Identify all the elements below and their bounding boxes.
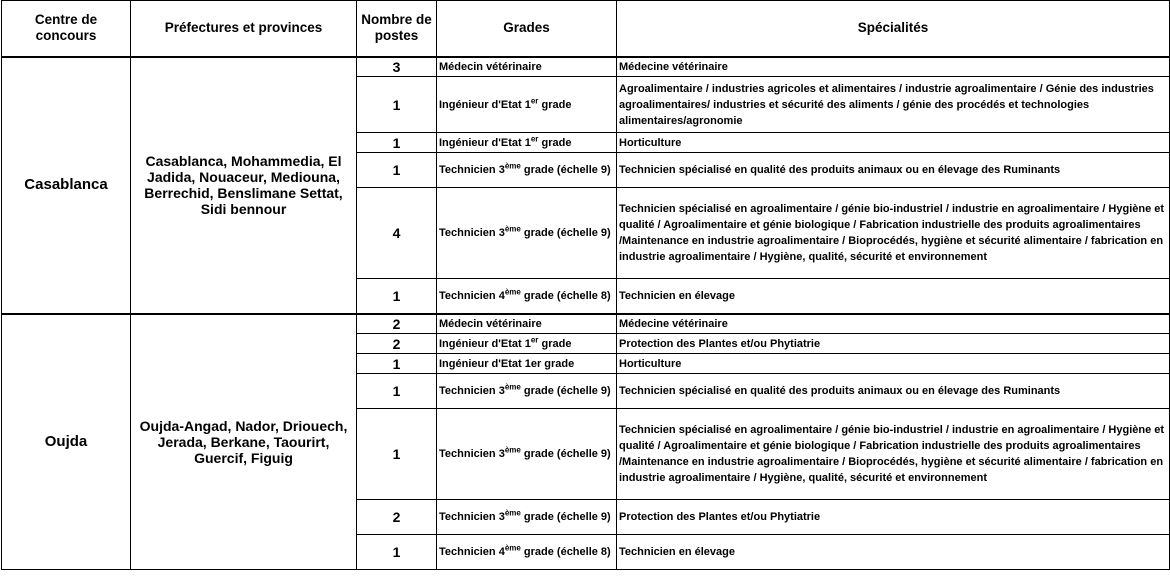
specialite-cell: Protection des Plantes et/ou Phytiatrie: [617, 334, 1170, 354]
grade-cell: Technicien 4ème grade (échelle 8): [437, 535, 617, 570]
grade-cell: Ingénieur d'Etat 1er grade: [437, 334, 617, 354]
postes-cell: 2: [357, 334, 437, 354]
header-centre: Centre de concours: [2, 1, 131, 57]
specialite-cell: Horticulture: [617, 133, 1170, 153]
header-postes: Nombre de postes: [357, 1, 437, 57]
grade-cell: Médecin vétérinaire: [437, 57, 617, 77]
postes-cell: 1: [357, 77, 437, 133]
specialite-cell: Protection des Plantes et/ou Phytiatrie: [617, 500, 1170, 535]
postes-cell: 4: [357, 188, 437, 279]
grade-cell: Technicien 3ème grade (échelle 9): [437, 374, 617, 409]
postes-cell: 2: [357, 500, 437, 535]
postes-cell: 1: [357, 535, 437, 570]
header-grades: Grades: [437, 1, 617, 57]
specialite-cell: Agroalimentaire / industries agricoles et alimentaires / industrie agroalimentaire / Génie des industries agroalimentaires/ industries et sécurité des aliments / génie des procédés et technologies alimentaires/agronomie: [617, 77, 1170, 133]
grade-cell: Technicien 3ème grade (échelle 9): [437, 188, 617, 279]
provinces-cell: Oujda-Angad, Nador, Driouech, Jerada, Berkane, Taourirt, Guercif, Figuig: [131, 314, 357, 570]
specialite-cell: Technicien en élevage: [617, 535, 1170, 570]
grade-cell: Ingénieur d'Etat 1er grade: [437, 77, 617, 133]
concours-table: [1, 0, 1170, 570]
specialite-cell: Technicien en élevage: [617, 279, 1170, 314]
specialite-cell: Médecine vétérinaire: [617, 57, 1170, 77]
postes-cell: 1: [357, 133, 437, 153]
centre-cell: Oujda: [2, 314, 131, 570]
postes-cell: 2: [357, 314, 437, 334]
grade-cell: Ingénieur d'Etat 1er grade: [437, 354, 617, 374]
grade-cell: Ingénieur d'Etat 1er grade: [437, 133, 617, 153]
provinces-cell: Casablanca, Mohammedia, El Jadida, Nouaceur, Mediouna, Berrechid, Benslimane Settat, Sidi bennour: [131, 57, 357, 314]
postes-cell: 1: [357, 153, 437, 188]
postes-cell: 1: [357, 279, 437, 314]
specialite-cell: Technicien spécialisé en qualité des produits animaux ou en élevage des Ruminants: [617, 153, 1170, 188]
header-row: [2, 1, 1170, 57]
grade-cell: Technicien 3ème grade (échelle 9): [437, 500, 617, 535]
grade-cell: Médecin vétérinaire: [437, 314, 617, 334]
grade-cell: Technicien 3ème grade (échelle 9): [437, 409, 617, 500]
specialite-cell: Horticulture: [617, 354, 1170, 374]
table-row: [2, 314, 1170, 334]
postes-cell: 3: [357, 57, 437, 77]
specialite-cell: Technicien spécialisé en agroalimentaire / génie bio-industriel / industrie en agroalimentaire / Hygiène et qualité / Agroalimentaire et génie biologique / Fabrication industrielle des produits agroalimentaires /Maintenance en industrie agroalimentaire / Bioprocédés, hygiène et sécurité alimentaire / fabrication en industrie agroalimentaire / Hygiène, qualité, sécurité et environnement: [617, 409, 1170, 500]
table-row: [2, 57, 1170, 77]
specialite-cell: Technicien spécialisé en agroalimentaire / génie bio-industriel / industrie en agroalimentaire / Hygiène et qualité / Agroalimentaire et génie biologique / Fabrication industrielle des produits agroalimentaires /Maintenance en industrie agroalimentaire / Bioprocédés, hygiène et sécurité alimentaire / fabrication en industrie agroalimentaire / Hygiène, qualité, sécurité et environnement: [617, 188, 1170, 279]
centre-cell: Casablanca: [2, 57, 131, 314]
grade-cell: Technicien 4ème grade (échelle 8): [437, 279, 617, 314]
postes-cell: 1: [357, 409, 437, 500]
postes-cell: 1: [357, 354, 437, 374]
specialite-cell: Médecine vétérinaire: [617, 314, 1170, 334]
header-specialites: Spécialités: [617, 1, 1170, 57]
postes-cell: 1: [357, 374, 437, 409]
header-provinces: Préfectures et provinces: [131, 1, 357, 57]
specialite-cell: Technicien spécialisé en qualité des produits animaux ou en élevage des Ruminants: [617, 374, 1170, 409]
grade-cell: Technicien 3ème grade (échelle 9): [437, 153, 617, 188]
